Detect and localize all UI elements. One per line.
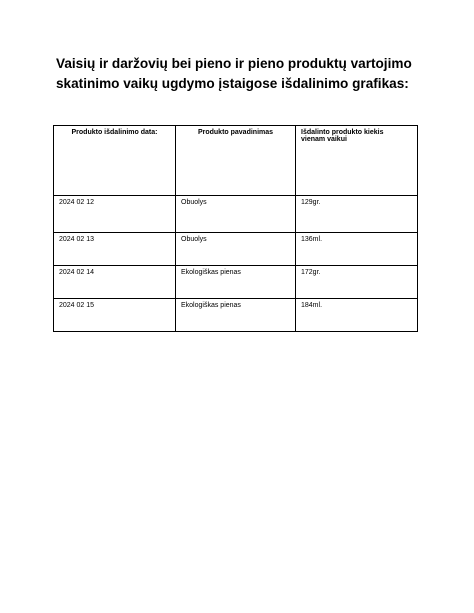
table-row bbox=[54, 299, 418, 332]
cell-product-name: Ekologiškas pienas bbox=[176, 266, 296, 299]
cell-product-name: Obuolys bbox=[176, 196, 296, 233]
page-title bbox=[56, 54, 436, 94]
cell-quantity: 184ml. bbox=[296, 299, 418, 332]
header-quantity bbox=[296, 126, 418, 196]
header-quantity-line-1: Išdalinto produkto kiekis bbox=[301, 129, 384, 136]
cell-date: 2024 02 14 bbox=[54, 266, 176, 299]
cell-date: 2024 02 13 bbox=[54, 233, 176, 266]
header-quantity-line-2: vienam vaikui bbox=[301, 136, 347, 143]
table-row bbox=[54, 233, 418, 266]
cell-date: 2024 02 15 bbox=[54, 299, 176, 332]
cell-quantity: 129gr. bbox=[296, 196, 418, 233]
cell-product-name: Ekologiškas pienas bbox=[176, 299, 296, 332]
table-header-row bbox=[54, 126, 418, 196]
cell-product-name: Obuolys bbox=[176, 233, 296, 266]
header-product-name: Produkto pavadinimas bbox=[176, 126, 296, 196]
distribution-table bbox=[53, 125, 418, 332]
title-line-1: Vaisių ir daržovių bei pieno ir pieno produktų vartojimo bbox=[56, 56, 412, 71]
cell-date: 2024 02 12 bbox=[54, 196, 176, 233]
cell-quantity: 172gr. bbox=[296, 266, 418, 299]
table-row bbox=[54, 266, 418, 299]
header-date: Produkto išdalinimo data: bbox=[54, 126, 176, 196]
cell-quantity: 136ml. bbox=[296, 233, 418, 266]
title-line-2: skatinimo vaikų ugdymo įstaigose išdalinimo grafikas: bbox=[56, 76, 409, 91]
table-row bbox=[54, 196, 418, 233]
